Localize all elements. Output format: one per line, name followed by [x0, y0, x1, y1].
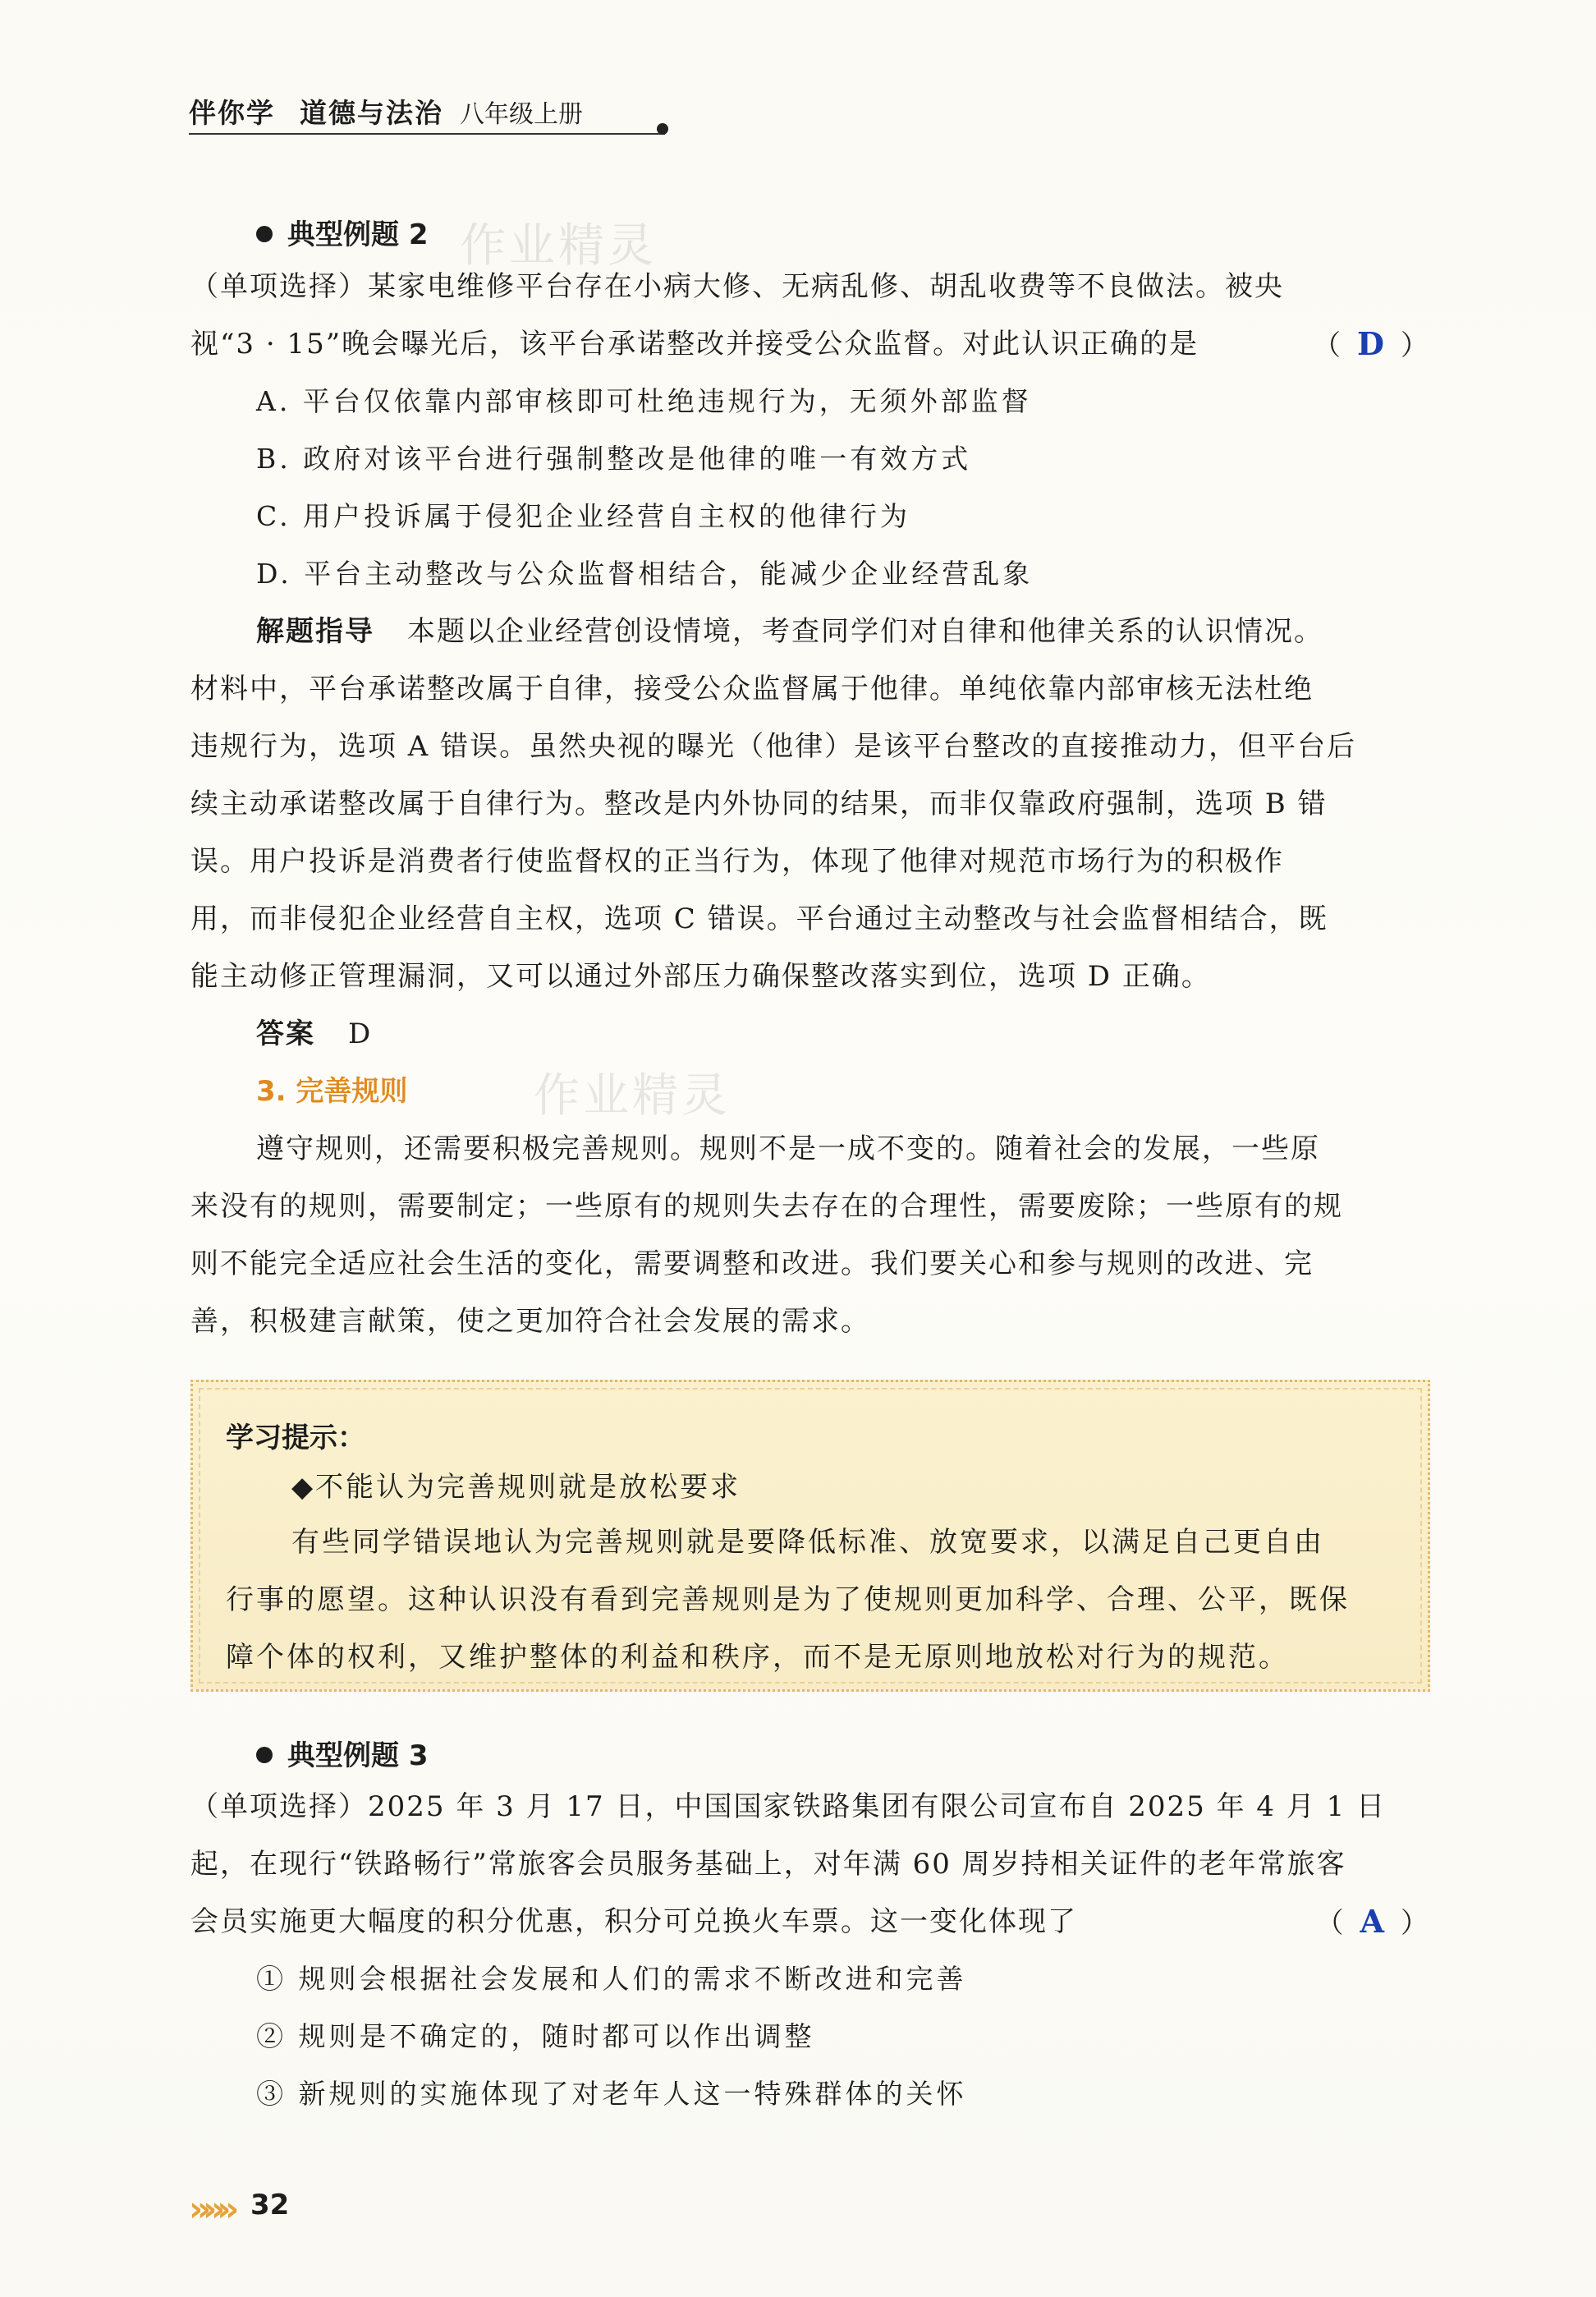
- guide-line: 违规行为，选项 A 错误。虽然央视的曝光（他律）是该平台整改的直接推动力，但平台后: [190, 730, 1357, 763]
- option-1: ① 规则会根据社会发展和人们的需求不断改进和完善: [256, 1963, 967, 1995]
- section-3-line: 遵守规则，还需要积极完善规则。规则不是一成不变的。随着社会的发展，一些原: [256, 1132, 1320, 1165]
- stem-line: （单项选择）某家电维修平台存在小病大修、无病乱修、胡乱收费等不良做法。被央: [190, 270, 1284, 303]
- option-2: ② 规则是不确定的，随时都可以作出调整: [256, 2020, 815, 2052]
- page-number: 32: [250, 2189, 290, 2221]
- watermark: 作业精灵: [534, 1069, 731, 1123]
- answer-value: D: [348, 1018, 373, 1050]
- section-3-line: 善，积极建言献策，使之更加符合社会发展的需求。: [190, 1305, 870, 1338]
- guide-line: 能主动修正管理漏洞，又可以通过外部压力确保整改落实到位，选项 D 正确。: [190, 960, 1211, 993]
- answer-parentheses: （ A ）: [1315, 1903, 1430, 1940]
- header-dot-icon: [657, 123, 668, 135]
- example-3: [190, 1733, 1430, 2123]
- guide-line: 误。用户投诉是消费者行使监督权的正当行为，体现了他律对规范市场行为的积极作: [190, 845, 1284, 878]
- answer-parentheses: （ D ）: [1313, 325, 1430, 362]
- page-arrow-icon: »»»: [189, 2189, 232, 2229]
- option-3: ③ 新规则的实施体现了对老年人这一特殊群体的关怀: [256, 2078, 967, 2110]
- tip-line: 障个体的权利，又维护整体的利益和秩序，而不是无原则地放松对行为的规范。: [226, 1641, 1289, 1674]
- option-a: A. 平台仅依靠内部审核即可杜绝违规行为，无须外部监督: [256, 385, 1032, 417]
- bullet-icon: [256, 226, 273, 242]
- guide-line: 材料中，平台承诺整改属于自律，接受公众监督属于他律。单纯依靠内部审核无法杜绝: [190, 673, 1314, 705]
- tip-subtitle: ◆不能认为完善规则就是放松要求: [291, 1471, 741, 1504]
- answer-label: 答案: [256, 1018, 315, 1050]
- example-2-stem: [190, 258, 1430, 1350]
- section-3-line: 来没有的规则，需要制定；一些原有的规则失去存在的合理性，需要废除；一些原有的规: [190, 1190, 1343, 1223]
- guide-line: 续主动承诺整改属于自律行为。整改是内外协同的结果，而非仅靠政府强制，选项 B 错: [190, 788, 1328, 820]
- stem-line: （单项选择）2025 年 3 月 17 日，中国国家铁路集团有限公司宣布自 2025 年 4 月 1 日: [190, 1790, 1387, 1823]
- option-b: B. 政府对该平台进行强制整改是他律的唯一有效方式: [256, 443, 972, 475]
- answer-mark: D: [1357, 325, 1386, 362]
- stem-line-with-answer: [190, 1893, 1430, 1950]
- header-brand: 伴你学: [189, 97, 275, 129]
- option-c: C. 用户投诉属于侵犯企业经营自主权的他律行为: [256, 500, 911, 532]
- tip-body: [226, 1514, 1400, 1686]
- example-2-title: 典型例题 2: [190, 212, 1430, 252]
- option-d: D. 平台主动整改与公众监督相结合，能减少企业经营乱象: [256, 558, 1034, 590]
- study-tip-box: [190, 1380, 1430, 1692]
- answer-mark: A: [1360, 1903, 1386, 1940]
- guide-line: 解题指导 本题以企业经营创设情境，考查同学们对自律和他律关系的认识情况。: [256, 615, 1323, 648]
- section-3-heading: 3. 完善规则: [256, 1075, 408, 1108]
- guide-label: 解题指导: [256, 615, 374, 648]
- header-subject: 道德与法治: [300, 97, 443, 129]
- page-header: [189, 92, 665, 135]
- guide-line: 用，而非侵犯企业经营自主权，选项 C 错误。平台通过主动整改与社会监督相结合，既: [190, 903, 1328, 935]
- tip-title: 学习提示：: [226, 1422, 365, 1454]
- bullet-icon: [256, 1747, 273, 1763]
- answer-line: [190, 1005, 1430, 1063]
- stem-line-with-answer: [190, 315, 1430, 373]
- stem-line: 视“3 · 15”晚会曝光后，该平台承诺整改并接受公众监督。对此认识正确的是: [190, 328, 1199, 361]
- example-3-title: 典型例题 3: [190, 1733, 1430, 1773]
- stem-line: 会员实施更大幅度的积分优惠，积分可兑换火车票。这一变化体现了: [190, 1905, 1077, 1938]
- stem-line: 起，在现行“铁路畅行”常旅客会员服务基础上，对年满 60 周岁持相关证件的老年常旅客: [190, 1848, 1346, 1881]
- watermark: 作业精灵: [460, 219, 657, 273]
- section-3-line: 则不能完全适应社会生活的变化，需要调整和改进。我们要关心和参与规则的改进、完: [190, 1247, 1314, 1280]
- example-2: [190, 212, 1430, 252]
- tip-line: 有些同学错误地认为完善规则就是要降低标准、放宽要求，以满足自己更自由: [291, 1526, 1324, 1559]
- tip-line: 行事的愿望。这种认识没有看到完善规则是为了使规则更加科学、合理、公平，既保: [226, 1583, 1350, 1616]
- header-grade: 八年级上册: [460, 100, 583, 129]
